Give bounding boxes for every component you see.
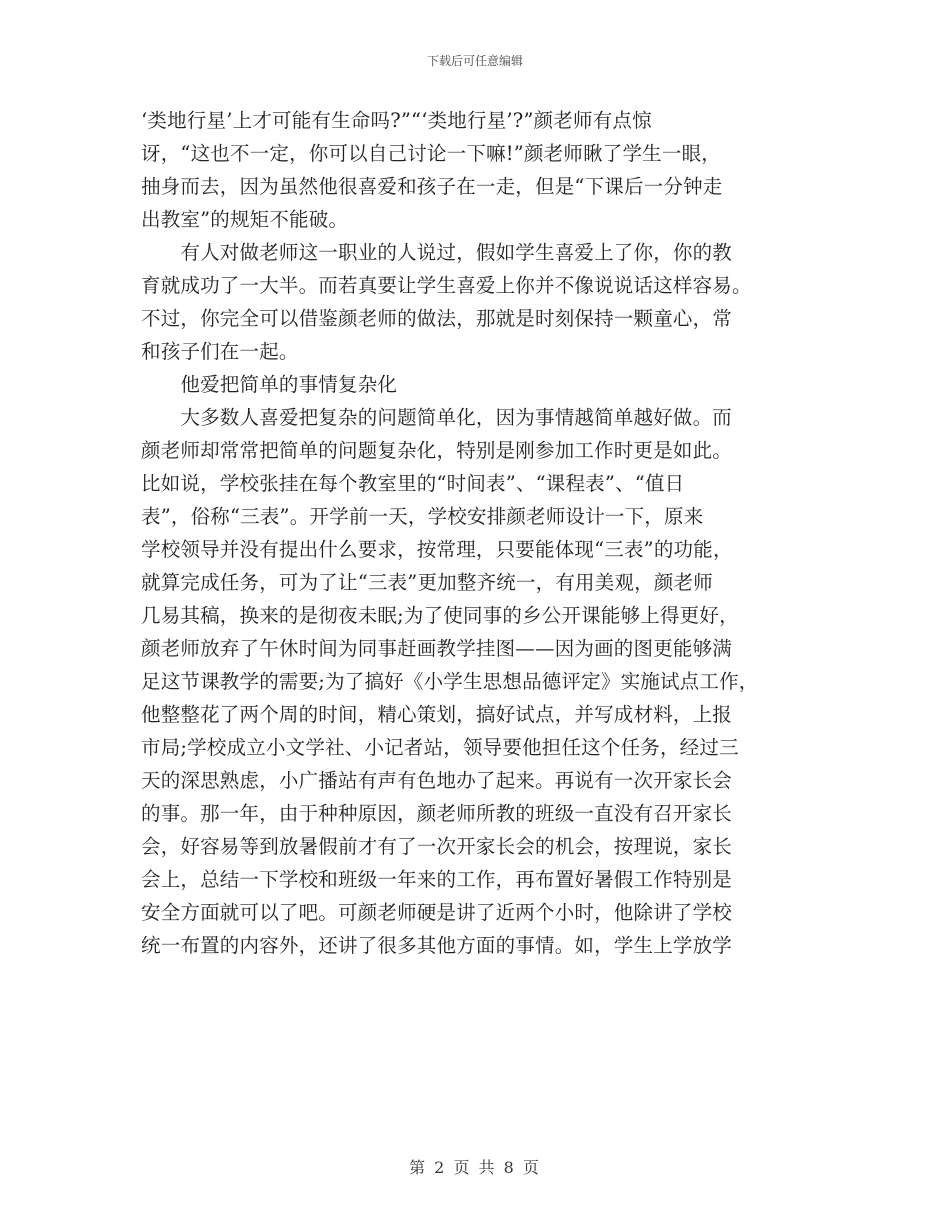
text-line: 足这节课教学的需要;为了搞好《小学生思想品德评定》实施试点工作， <box>141 670 759 693</box>
text-line: 安全方面就可以了吧。可颜老师硬是讲了近两个小时，他除讲了学校 <box>141 901 733 924</box>
text-line: 他整整花了两个周的时间，精心策划，搞好试点，并写成材料，上报 <box>141 703 733 726</box>
text-line: 颜老师放弃了午休时间为同事赶画教学挂图——因为画的图更能够满 <box>141 637 733 660</box>
text-line: 颜老师却常常把简单的问题复杂化，特别是刚参加工作时更是如此。 <box>141 439 733 462</box>
text-line: ‘类地行星’上才可能有生命吗?”“‘类地行星’?”颜老师有点惊 <box>141 109 652 132</box>
text-line: 几易其稿，换来的是彻夜未眠;为了使同事的乡公开课能够上得更好， <box>141 604 739 627</box>
text-line: 天的深思熟虑，小广播站有声有色地办了起来。再说有一次开家长会 <box>141 769 733 792</box>
text-line: 的事。那一年，由于种种原因，颜老师所教的班级一直没有召开家长 <box>141 802 733 825</box>
text-line: 表”，俗称“三表”。开学前一天，学校安排颜老师设计一下，原来 <box>141 505 704 528</box>
section-heading: 他爱把简单的事情复杂化 <box>141 373 398 396</box>
text-line: 就算完成任务，可为了让“三表”更加整齐统一，有用美观，颜老师 <box>141 571 713 594</box>
text-line: 比如说，学校张挂在每个教室里的“时间表”、“课程表”、“值日 <box>141 472 685 495</box>
text-line: 不过，你完全可以借鉴颜老师的做法，那就是时刻保持一颗童心，常 <box>141 307 733 330</box>
text-line: 讶，“这也不一定，你可以自己讨论一下嘛!”颜老师瞅了学生一眼， <box>141 142 721 165</box>
text-line: 抽身而去，因为虽然他很喜爱和孩子在一走，但是“下课后一分钟走 <box>141 175 723 198</box>
text-line: 学校领导并没有提出什么要求，按常理，只要能体现“三表”的功能， <box>141 538 733 561</box>
text-line: 出教室”的规矩不能破。 <box>141 208 349 231</box>
document-body <box>141 104 821 962</box>
page-number: 第 2 页 共 8 页 <box>409 1158 541 1177</box>
text-line: 育就成功了一大半。而若真要让学生喜爱上你并不像说说话这样容易。 <box>141 274 752 297</box>
text-line: 有人对做老师这一职业的人说过，假如学生喜爱上了你，你的教 <box>141 241 733 264</box>
page-header: 下载后可任意编辑 <box>426 54 523 68</box>
text-line: 市局;学校成立小文学社、小记者站，领导要他担任这个任务，经过三 <box>141 736 739 759</box>
text-line: 和孩子们在一起。 <box>141 340 299 363</box>
text-line: 大多数人喜爱把复杂的问题简单化，因为事情越简单越好做。而 <box>141 406 733 429</box>
text-line: 会，好容易等到放暑假前才有了一次开家长会的机会，按理说，家长 <box>141 835 733 858</box>
text-line: 统一布置的内容外，还讲了很多其他方面的事情。如，学生上学放学 <box>141 934 733 957</box>
text-line: 会上，总结一下学校和班级一年来的工作，再布置好暑假工作特别是 <box>141 868 733 891</box>
